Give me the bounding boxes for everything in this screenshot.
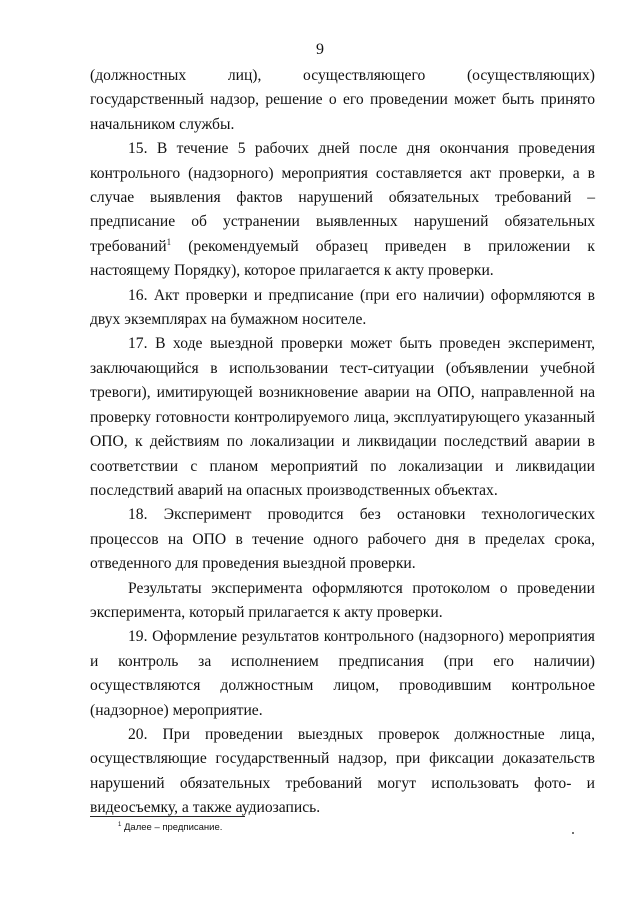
paragraph-text: 17. В ходе выездной проверки может быть проведен эксперимент, заключающийся в использовании тест-ситуации (объявлении учебной тревоги), имитирующей возникновение аварии на ОПО, направленной на проверку готовности контролируемого лица, эксплуатирующего указанный ОПО, к действиям по локализации и ликвидации последствий аварии в соответствии с планом мероприятий по локализации и ликвидации последствий аварий на опасных производственных объектах. [90,335,595,499]
paragraph-17 [90,332,595,503]
paragraph-19 [90,625,595,723]
paragraph-18-results [90,577,595,626]
paragraph-text: 15. В течение 5 рабочих дней после дня окончания проведения контрольного (надзорного) мероприятия составляется акт проверки, а в случае выявления фактов нарушений обязательных требований – предписание об устранении выявленных нарушений обязательных требований [90,140,595,255]
page-number: 9 [316,41,324,58]
footnote-text: Далее – предписание. [121,822,223,833]
paragraph-15 [90,137,595,283]
footnote-reference: 1 [166,236,172,247]
paragraph-text: 19. Оформление результатов контрольного (надзорного) мероприятия и контроль за исполнением предписания (при его наличии) осуществляются должностным лицом, проводившим контрольное (надзорное) мероприятие. [90,628,595,719]
paragraph-18 [90,503,595,576]
paragraph-text-tail: (рекомендуемый образец приведен в приложении к настоящему Порядку), которое прилагается к акту проверки. [90,237,595,280]
paragraph-text: 20. При проведении выездных проверок должностные лица, осуществляющие государственный надзор, при фиксации доказательств нарушений обязательных требований могут использовать фото- и видеосъемку, а также аудиозапись. [90,725,595,817]
paragraph-continuation [90,64,595,137]
footnote [118,822,222,834]
paragraph-text: Результаты эксперимента оформляются протоколом о проведении эксперимента, который прилагается к акту проверки. [90,579,595,621]
paragraph-text: (должностных лиц), осуществляющего (осуществляющих) государственный надзор, решение о его проведении может быть принято начальником службы. [90,67,595,133]
scan-speck [572,832,574,834]
footnote-separator [90,816,245,817]
paragraph-text: 18. Эксперимент проводится без остановки технологических процессов на ОПО в течение одного рабочего дня в пределах срока, отведенного для проведения выездной проверки. [90,506,595,573]
paragraph-text: 16. Акт проверки и предписание (при его наличии) оформляются в двух экземплярах на бумажном носителе. [90,286,595,329]
document-body [90,64,595,821]
footnote-marker: 1 [118,821,122,828]
paragraph-20 [90,723,595,821]
paragraph-16 [90,284,595,333]
